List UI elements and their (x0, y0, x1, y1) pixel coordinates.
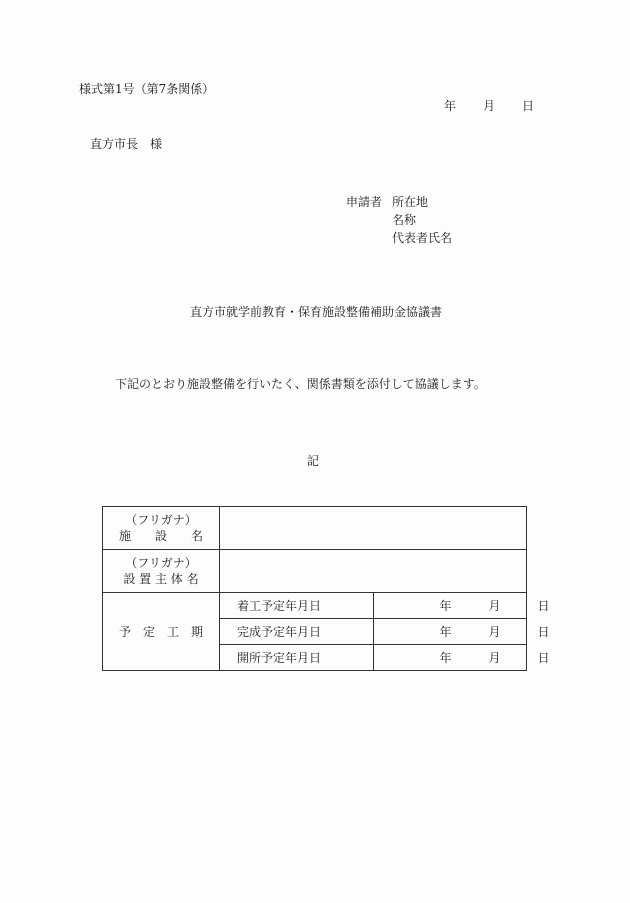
form-number: 様式第1号（第7条関係） (79, 82, 215, 96)
facility-furigana-label: （フリガナ） (125, 513, 197, 527)
applicant-field-address: 所在地 (392, 195, 429, 209)
addressee: 直方市長 様 (90, 137, 163, 151)
applicant-label: 申請者 (346, 195, 383, 209)
document-title: 直方市就学前教育・保育施設整備補助金協議書 (190, 305, 443, 319)
opening-date-year: 年 (439, 651, 452, 665)
facility-name-label (103, 507, 220, 550)
ki-heading: 記 (307, 454, 320, 468)
opening-date-day: 日 (537, 651, 550, 665)
applicant-field-name: 名称 (392, 213, 417, 227)
date-year: 年 (443, 99, 456, 113)
opening-date-label: 開所予定年月日 (220, 645, 374, 671)
date-line (444, 99, 534, 113)
date-month: 月 (482, 99, 495, 113)
completion-date-day: 日 (537, 625, 550, 639)
opening-date-field[interactable] (373, 645, 550, 671)
completion-date-label: 完成予定年月日 (220, 619, 374, 645)
operator-furigana-label: （フリガナ） (125, 556, 197, 570)
operator-name-label (103, 550, 220, 593)
completion-date-field[interactable] (373, 619, 550, 645)
body-text: 下記のとおり施設整備を行いたく、関係書類を添付して協議します。 (115, 377, 486, 391)
start-date-label: 着工予定年月日 (220, 593, 374, 619)
completion-date-year: 年 (439, 625, 452, 639)
applicant-field-representative: 代表者氏名 (392, 231, 453, 245)
application-table (102, 506, 550, 671)
start-date-year: 年 (439, 599, 452, 613)
completion-date-month: 月 (488, 625, 501, 639)
start-date-day: 日 (537, 599, 550, 613)
start-date-field[interactable] (373, 593, 550, 619)
start-date-month: 月 (488, 599, 501, 613)
applicant-block (346, 193, 452, 247)
facility-name-field[interactable] (220, 507, 527, 550)
date-day: 日 (521, 99, 534, 113)
opening-date-month: 月 (488, 651, 501, 665)
operator-name-field[interactable] (220, 550, 527, 593)
schedule-label: 予 定 工 期 (103, 593, 220, 671)
facility-name-label-text: 施 設 名 (118, 529, 203, 543)
operator-name-label-text: 設 置 主 体 名 (123, 572, 199, 586)
